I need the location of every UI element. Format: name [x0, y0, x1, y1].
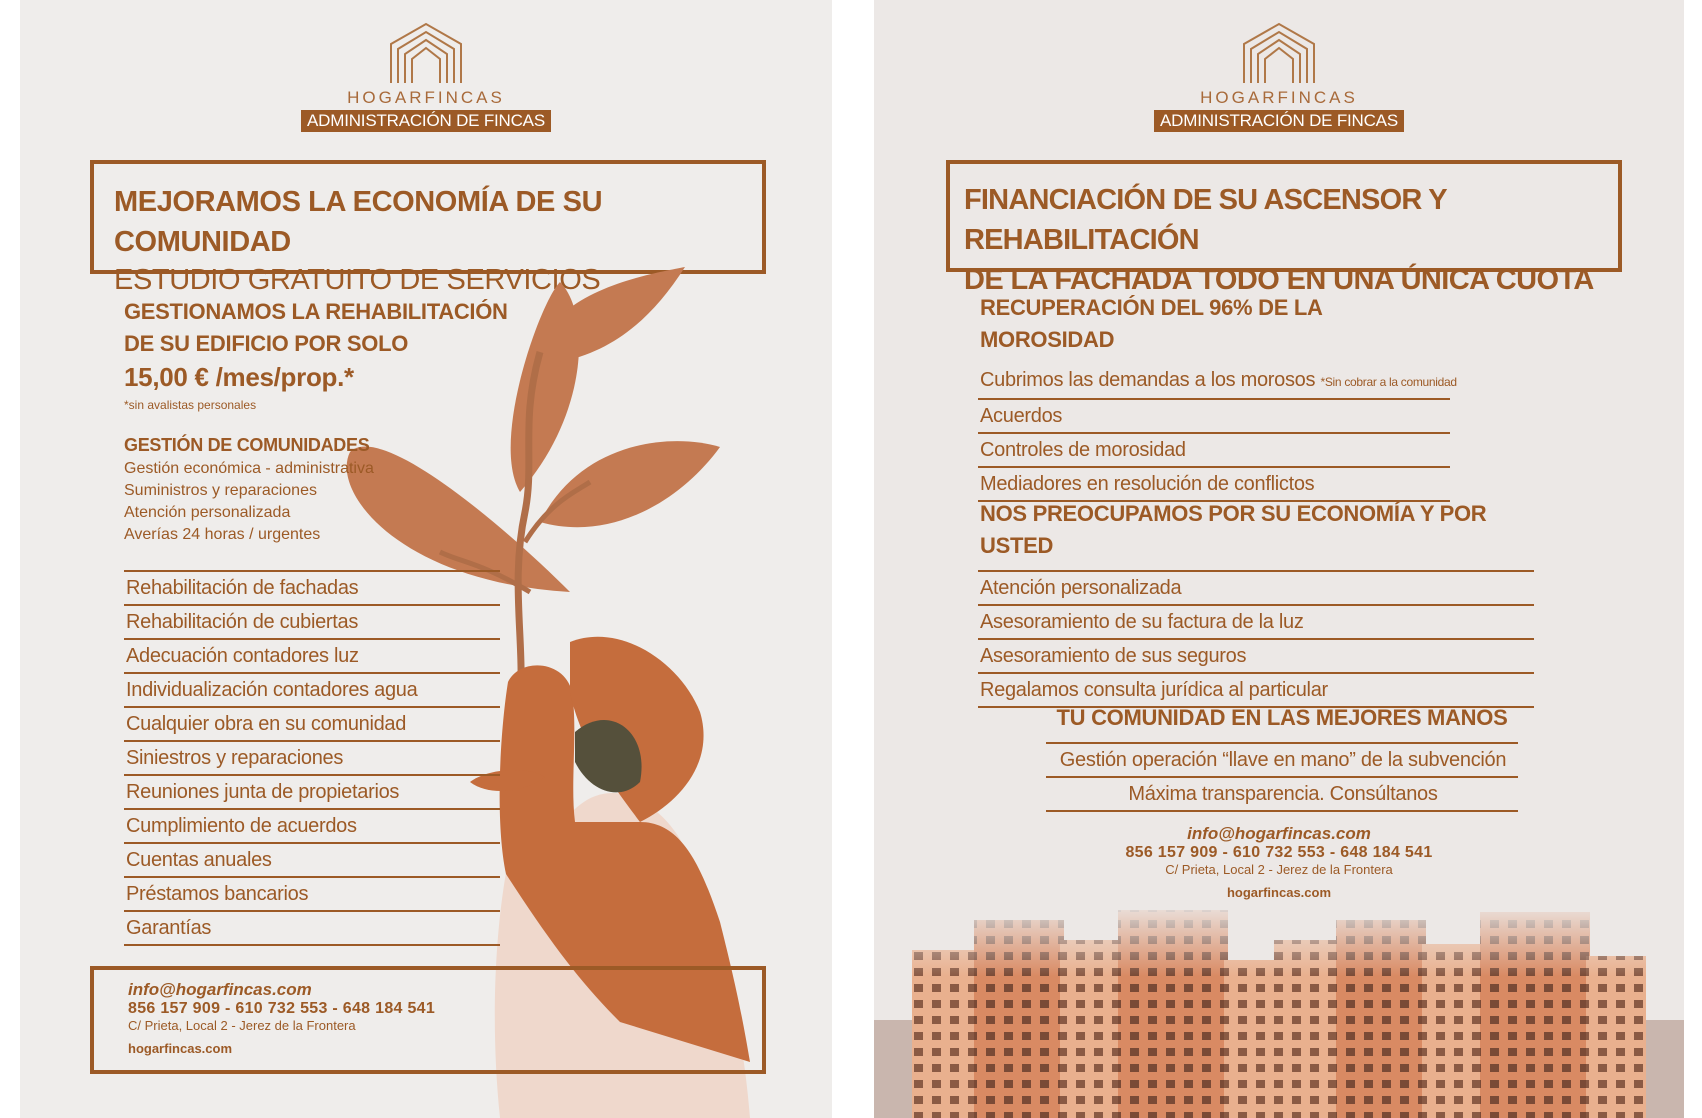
- headline-box: [946, 160, 1622, 296]
- logo: [20, 22, 832, 132]
- economy-item: Regalamos consulta jurídica al particular: [978, 672, 1534, 708]
- headline-line-1: FINANCIACIÓN DE SU ASCENSOR Y REHABILITACIÓN: [964, 184, 1447, 256]
- management-item: Gestión económica - administrativa: [124, 460, 374, 477]
- debt-item-label: Cubrimos las demandas a los morosos: [980, 369, 1316, 391]
- contact-block: [874, 824, 1684, 900]
- economy-item: Asesoramiento de sus seguros: [978, 638, 1534, 672]
- community-title: TU COMUNIDAD EN LAS MEJORES MANOS: [1056, 705, 1508, 730]
- service-item: Cumplimiento de acuerdos: [124, 808, 500, 842]
- economy-item: Asesoramiento de su factura de la luz: [978, 604, 1534, 638]
- contact-address: C/ Prieta, Local 2 - Jerez de la Frontera: [128, 1018, 356, 1033]
- brand-name: HOGARFINCAS: [347, 88, 505, 107]
- community-section: [1046, 702, 1518, 812]
- economy-item: Atención personalizada: [978, 570, 1534, 604]
- offer-line-2: DE SU EDIFICIO POR SOLO: [124, 331, 409, 356]
- brand-tagline: ADMINISTRACIÓN DE FINCAS: [301, 110, 551, 132]
- service-item: Cuentas anuales: [124, 842, 500, 876]
- management-item: Averías 24 horas / urgentes: [124, 526, 321, 543]
- management-block: [124, 432, 444, 546]
- debt-section: [978, 292, 1457, 502]
- headline: MEJORAMOS LA ECONOMÍA DE SU COMUNIDAD: [114, 186, 603, 258]
- debt-item-note: *Sin cobrar a la comunidad: [1320, 375, 1457, 389]
- service-item: Individualización contadores agua: [124, 672, 500, 706]
- contact-phones: 856 157 909 - 610 732 553 - 648 184 541: [1125, 844, 1433, 861]
- service-item: Garantías: [124, 910, 500, 946]
- offer-block: [124, 296, 544, 412]
- service-item: Siniestros y reparaciones: [124, 740, 500, 774]
- community-item: Gestión operación “llave en mano” de la subvención: [1046, 742, 1518, 776]
- apartment-buildings-illustration: [874, 900, 1684, 1118]
- brand-tagline: ADMINISTRACIÓN DE FINCAS: [1154, 110, 1404, 132]
- service-item: Reuniones junta de propietarios: [124, 774, 500, 808]
- service-item: Rehabilitación de cubiertas: [124, 604, 500, 638]
- contact-box: [90, 966, 766, 1074]
- contact-phones: 856 157 909 - 610 732 553 - 648 184 541: [128, 1000, 436, 1017]
- contact-web[interactable]: hogarfincas.com: [128, 1041, 233, 1056]
- service-item: Préstamos bancarios: [124, 876, 500, 910]
- offer-note: *sin avalistas personales: [124, 398, 257, 412]
- contact-web[interactable]: hogarfincas.com: [1226, 885, 1332, 900]
- flyer-left: [20, 0, 832, 1118]
- debt-item: Mediadores en resolución de conflictos: [978, 466, 1450, 502]
- management-title: GESTIÓN DE COMUNIDADES: [124, 435, 370, 455]
- headline-line-2: DE LA FACHADA TODO EN UNA ÚNICA CUOTA: [964, 264, 1594, 296]
- brand-name: HOGARFINCAS: [1200, 88, 1358, 107]
- house-logo-icon: [388, 22, 464, 84]
- offer-price: 15,00 € /mes/prop.*: [124, 362, 354, 392]
- debt-item: Acuerdos: [978, 398, 1450, 432]
- flyer-right: [874, 0, 1684, 1118]
- debt-item: [978, 364, 1457, 398]
- contact-email[interactable]: info@hogarfincas.com: [1187, 824, 1371, 843]
- community-item: Máxima transparencia. Consúltanos: [1046, 776, 1518, 812]
- economy-section: [978, 498, 1534, 708]
- service-item: Rehabilitación de fachadas: [124, 570, 500, 604]
- house-logo-icon: [1241, 22, 1317, 84]
- offer-line-1: GESTIONAMOS LA REHABILITACIÓN: [124, 299, 508, 324]
- service-item: Cualquier obra en su comunidad: [124, 706, 500, 740]
- debt-item: Controles de morosidad: [978, 432, 1450, 466]
- services-list: [124, 570, 500, 946]
- management-item: Suministros y reparaciones: [124, 482, 317, 499]
- contact-email[interactable]: info@hogarfincas.com: [128, 980, 312, 999]
- economy-title: NOS PREOCUPAMOS POR SU ECONOMÍA Y POR USTED: [980, 501, 1487, 558]
- management-item: Atención personalizada: [124, 504, 291, 521]
- subheadline: ESTUDIO GRATUITO DE SERVICIOS: [114, 264, 601, 296]
- headline-box: [90, 160, 766, 296]
- debt-title: RECUPERACIÓN DEL 96% DE LA MOROSIDAD: [980, 295, 1322, 352]
- service-item: Adecuación contadores luz: [124, 638, 500, 672]
- contact-address: C/ Prieta, Local 2 - Jerez de la Frontera: [1165, 862, 1393, 877]
- logo: [874, 22, 1684, 132]
